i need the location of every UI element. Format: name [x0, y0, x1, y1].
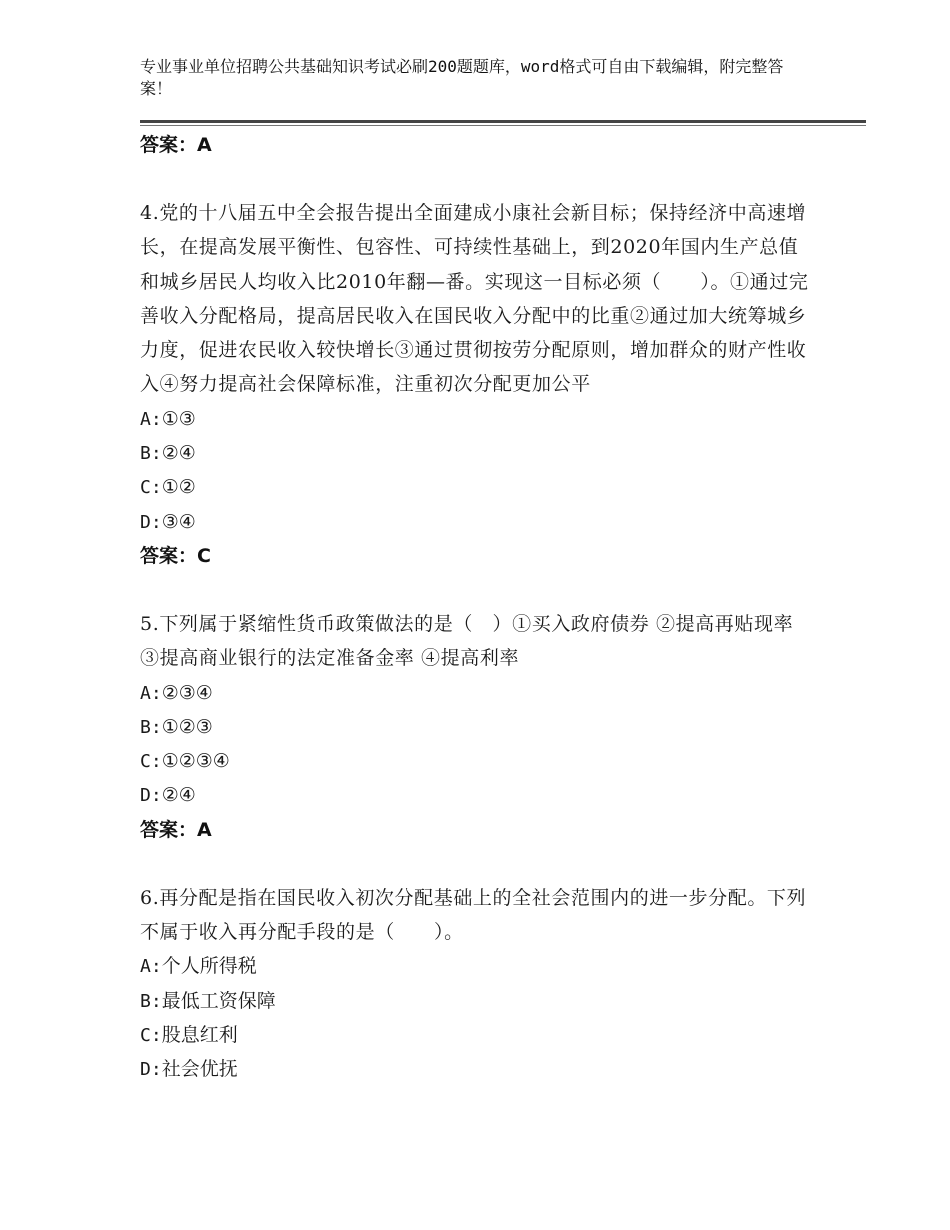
question-4-text	[140, 196, 810, 402]
question-number: 4.	[140, 202, 160, 224]
question-6-option-c: C:股息红利	[140, 1023, 238, 1046]
answer-line-q3	[140, 128, 810, 162]
question-5-option-b: B:①②③	[140, 715, 213, 738]
question-5-option-c: C:①②③④	[140, 750, 230, 773]
question-number: 5.	[140, 612, 160, 635]
spacer	[140, 847, 810, 881]
question-4-option-b: B:②④	[140, 442, 196, 465]
header-rule-thin	[140, 125, 866, 126]
question-4-option-a: A:①③	[140, 407, 196, 430]
question-4-option-c: C:①②	[140, 476, 196, 499]
question-5-option-d: D:②④	[140, 784, 196, 807]
header-rule-thick	[140, 120, 866, 123]
page-header: 专业事业单位招聘公共基础知识考试必刷200题题库，word格式可自由下载编辑，附完整答案！	[140, 57, 784, 98]
question-stem: 下列属于紧缩性货币政策做法的是（ ）①买入政府债券 ②提高再贴现率 ③提高商业银行的法定准备金率 ④提高利率	[140, 612, 794, 670]
question-stem: 再分配是指在国民收入初次分配基础上的全社会范围内的进一步分配。下列不属于收入再分配手段的是（ ）。	[140, 886, 807, 944]
answer-value: A	[197, 134, 212, 156]
spacer	[140, 573, 810, 607]
question-6-option-b: B:最低工资保障	[140, 989, 276, 1012]
question-4-answer: 答案：C	[140, 544, 211, 567]
question-5-text	[140, 607, 810, 676]
question-6-text	[140, 881, 810, 950]
spacer	[140, 162, 810, 196]
question-5-option-a: A:②③④	[140, 681, 213, 704]
question-stem: 党的十八届五中全会报告提出全面建成小康社会新目标；保持经济中高速增长，在提高发展平衡性、包容性、可持续性基础上，到2020年国内生产总值和城乡居民人均收入比2010年翻—番。实现这一目标必须（ ）。①通过完善收入分配格局，提高居民收入在国民收入分配中的比重②通过加大统筹城乡力度，促进农民收入较快增长③通过贯彻按劳分配原则，增加群众的财产性收入④努力提高社会保障标准，注重初次分配更加公平	[140, 202, 809, 396]
document-body	[140, 128, 810, 1087]
question-6-option-d: D:社会优抚	[140, 1058, 238, 1081]
question-number: 6.	[140, 886, 160, 909]
question-4	[140, 196, 810, 573]
answer-label: 答案：	[140, 134, 198, 156]
question-6	[140, 881, 810, 1087]
question-5	[140, 607, 810, 847]
question-6-option-a: A:个人所得税	[140, 955, 257, 978]
question-5-answer: 答案：A	[140, 818, 212, 841]
question-4-option-d: D:③④	[140, 510, 196, 533]
